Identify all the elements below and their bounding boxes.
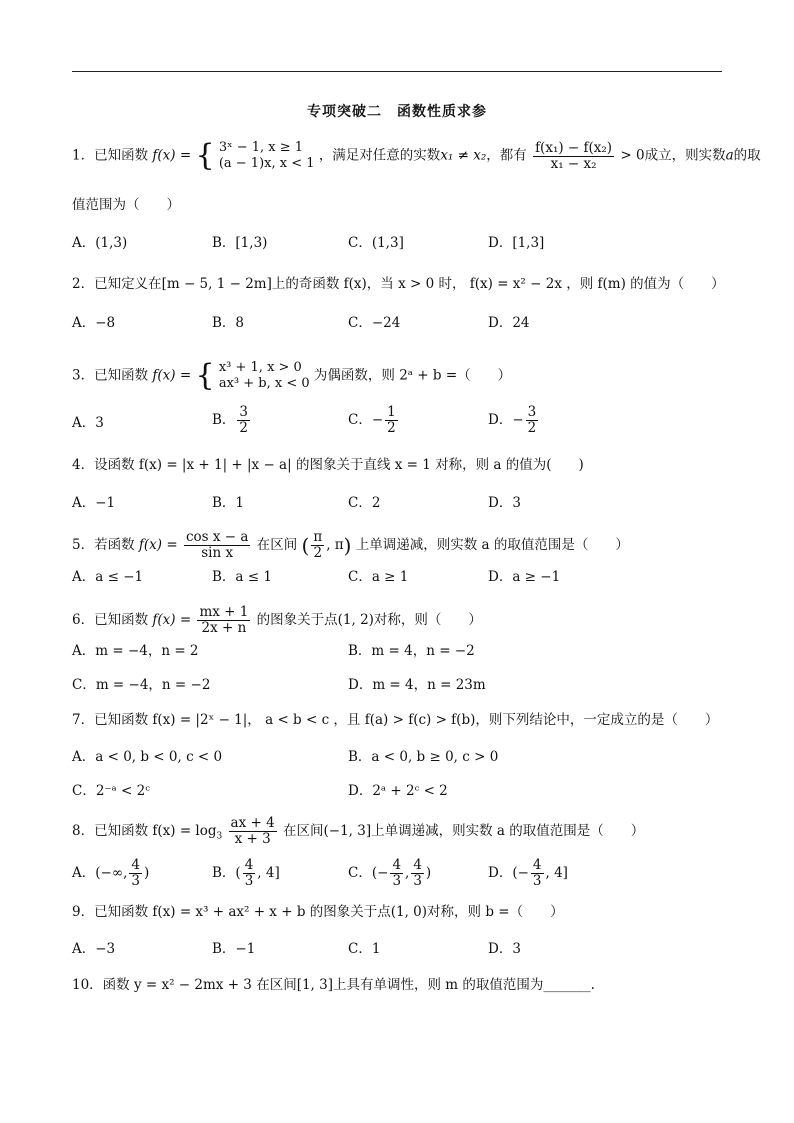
- q8-option-a[interactable]: A．(−∞, $\frac{4}{3}$ ): [72, 857, 150, 889]
- q9-option-d[interactable]: D．3: [488, 941, 521, 957]
- q6-option-d[interactable]: D．m = 4，n = 23m: [348, 677, 486, 693]
- q4-option-a[interactable]: A．−1: [72, 495, 116, 511]
- q5-option-a[interactable]: A．a ≤ −1: [72, 569, 144, 585]
- question-8: 8．已知函数 $f(x) = \log_3$ $\frac{ax + 4}{x + 3}$ 在区间(−1, 3]上单调递减，则实数 a 的取值范围是（ ）: [72, 815, 645, 847]
- q9-option-a[interactable]: A．−3: [72, 941, 116, 957]
- q1-option-b[interactable]: B．[1,3): [212, 235, 268, 251]
- q2-option-a[interactable]: A．−8: [72, 315, 116, 331]
- q8-option-b[interactable]: B．( $\frac{4}{3}$ , 4]: [212, 857, 280, 889]
- q3-option-b[interactable]: B． $\frac{3}{2}$: [212, 404, 249, 436]
- q7-option-d[interactable]: D．2ᵃ + 2ᶜ < 2: [348, 783, 448, 799]
- question-3: 3．已知函数 f(x) = { x³ + 1, x > 0 ax³ + b, x < 0 为偶函数，则 2ᵃ + b =（ ）: [72, 358, 512, 393]
- q7-option-a[interactable]: A．a < 0, b < 0, c < 0: [72, 749, 223, 765]
- q4-option-c[interactable]: C．2: [348, 495, 381, 511]
- question-4: 4．设函数 f(x) = |x + 1| + |x − a| 的图象关于直线 x = 1 对称，则 a 的值为( ): [72, 457, 584, 473]
- question-6: 6．已知函数 f(x) = $\frac{mx + 1}{2x + n}$ 的图象关于点(1, 2)对称，则（ ）: [72, 604, 482, 636]
- question-10: 10．函数 y = x² − 2mx + 3 在区间[1, 3]上具有单调性，则 m 的取值范围为_______.: [72, 977, 595, 993]
- q2-option-d[interactable]: D．24: [488, 315, 530, 331]
- q8-option-c[interactable]: C．(− $\frac{4}{3}$ , $\frac{4}{3}$ ): [348, 857, 432, 889]
- question-5: 5．若函数 f(x) = $\frac{\text{cos x − a}}{\text{sin x}}$ 在区间 ( $\frac{\pi}{2}$ , π) 上单调递减，则实数 a 的取值范围是（ ）: [72, 529, 629, 561]
- page-title: 专项突破二 函数性质求参: [307, 104, 487, 120]
- q7-option-c[interactable]: C．2⁻ᵃ < 2ᶜ: [72, 783, 150, 799]
- question-2: 2．已知定义在[m − 5, 1 − 2m]上的奇函数 f(x)，当 x > 0 时， f(x) = x² − 2x ，则 f(m) 的值为（ ）: [72, 276, 725, 292]
- fraction: $\frac{\text{f(x₁) − f(x₂)}}{\text{x₁ − x₂}}$: [535, 139, 613, 172]
- question-1: 1．已知函数 f(x) = { 3ˣ − 1, x ≥ 1 (a − 1)x, x < 1 ，满足对任意的实数x₁ ≠ x₂，都有 $\frac{\text{f(x₁) − f(x₂)}}{\text{x₁ − x₂}}$ > 0成立，则实数a的取: [72, 138, 761, 173]
- question-7: 7．已知函数 f(x) = |2ˣ − 1|， a < b < c ，且 f(a) > f(c) > f(b)，则下列结论中，一定成立的是（ ）: [72, 712, 719, 728]
- q6-option-a[interactable]: A．m = −4，n = 2: [72, 643, 199, 659]
- q5-option-c[interactable]: C．a ≥ 1: [348, 569, 409, 585]
- question-9: 9．已知函数 f(x) = x³ + ax² + x + b 的图象关于点(1, 0)对称，则 b =（ ）: [72, 904, 564, 920]
- question-1-cont: 值范围为（ ）: [72, 197, 180, 213]
- q1-option-d[interactable]: D．[1,3]: [488, 235, 545, 251]
- q6-option-c[interactable]: C．m = −4，n = −2: [72, 677, 211, 693]
- q1-option-c[interactable]: C．(1,3]: [348, 235, 404, 251]
- q5-option-b[interactable]: B．a ≤ 1: [212, 569, 272, 585]
- q7-option-b[interactable]: B．a < 0, b ≥ 0, c > 0: [348, 749, 499, 765]
- q9-option-b[interactable]: B．−1: [212, 941, 256, 957]
- q1-option-a[interactable]: A．(1,3): [72, 235, 128, 251]
- q6-option-b[interactable]: B．m = 4，n = −2: [348, 643, 475, 659]
- q2-option-c[interactable]: C．−24: [348, 315, 401, 331]
- q3-option-c[interactable]: C．− $\frac{1}{2}$: [348, 404, 396, 436]
- piecewise: 3ˣ − 1, x ≥ 1 (a − 1)x, x < 1: [218, 140, 315, 171]
- q2-option-b[interactable]: B．8: [212, 315, 245, 331]
- q3-option-a[interactable]: A．3: [72, 415, 104, 431]
- q4-option-b[interactable]: B．1: [212, 495, 245, 511]
- q8-option-d[interactable]: D．(− $\frac{4}{3}$ , 4]: [488, 857, 568, 889]
- q3-option-d[interactable]: D．− $\frac{3}{2}$: [488, 404, 537, 436]
- piecewise: x³ + 1, x > 0 ax³ + b, x < 0: [218, 360, 310, 391]
- q5-option-d[interactable]: D．a ≥ −1: [488, 569, 561, 585]
- q4-option-d[interactable]: D．3: [488, 495, 521, 511]
- q9-option-c[interactable]: C．1: [348, 941, 381, 957]
- header-rule: [72, 71, 722, 72]
